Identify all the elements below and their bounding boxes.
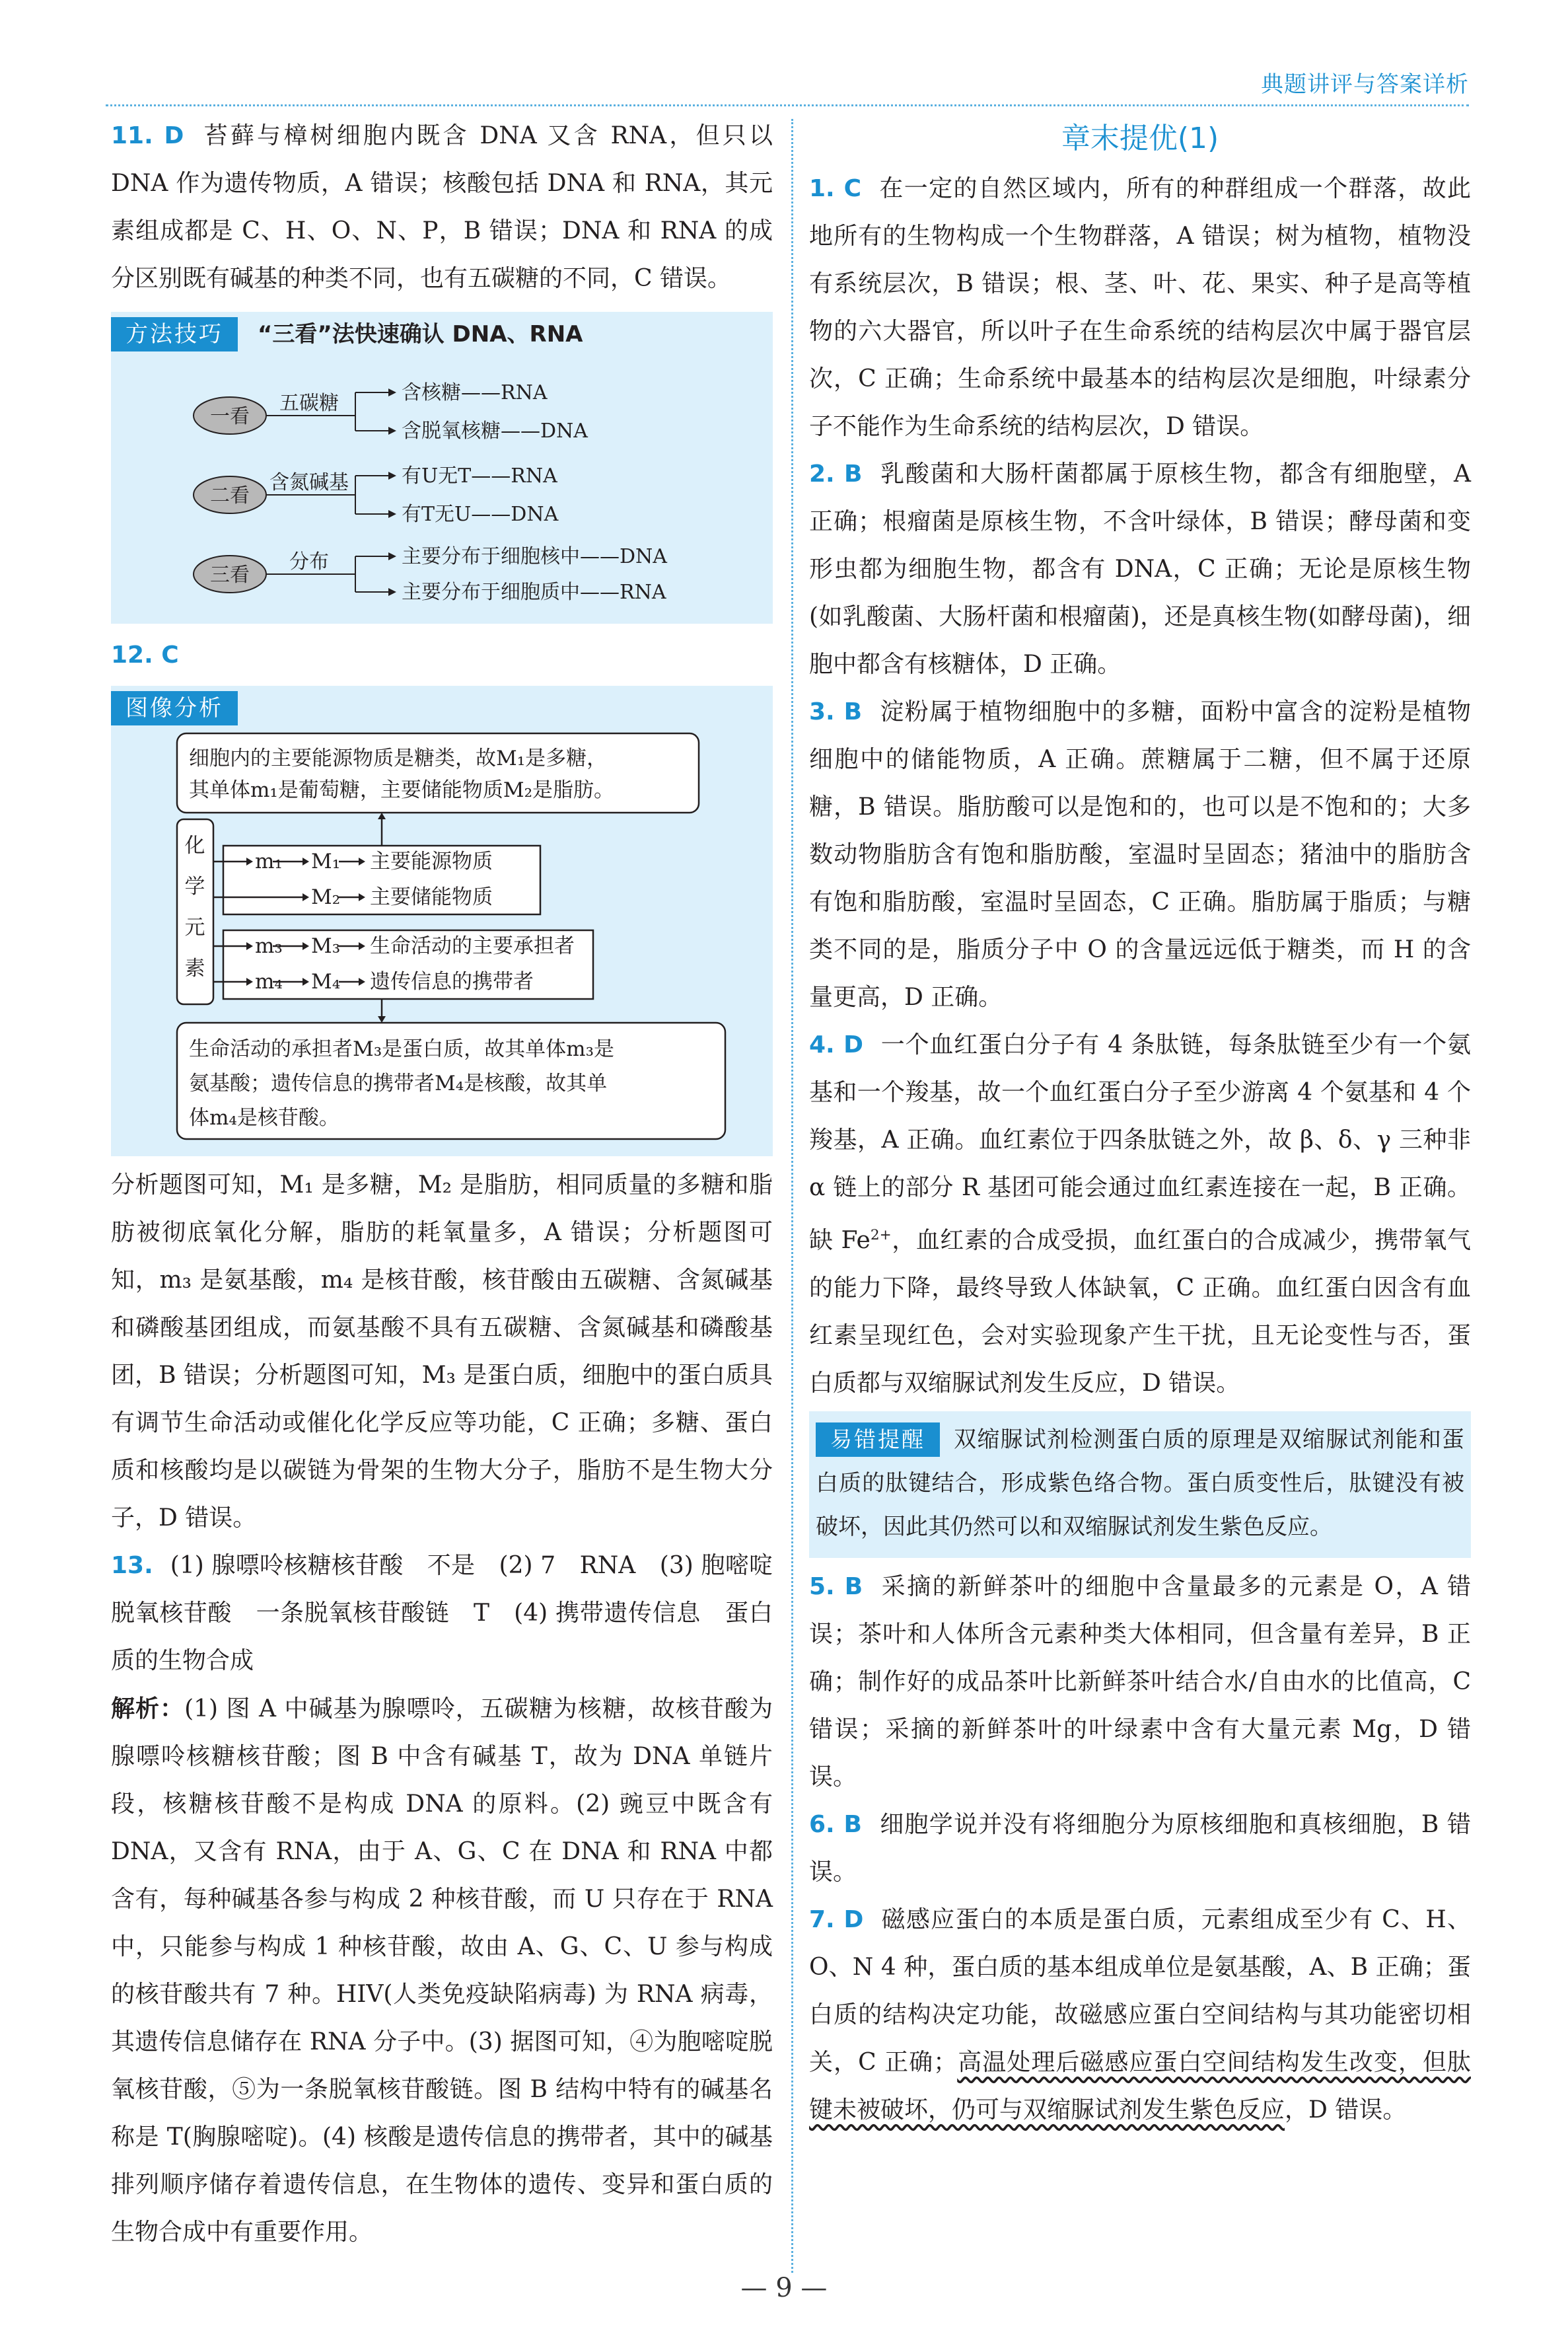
question-4 [809,1021,1471,1407]
question-5 [809,1563,1471,1801]
question-text: 在一定的自然区域内，所有的种群组成一个群落，故此地所有的生物构成一个生物群落，A 错误；树为植物，植物没有系统层次，B 错误；根、茎、叶、花、果实、种子是高等植物的六大器官，所以叶子在生命系统的结构层次中属于器官层次，C 正确；生命系统中最基本的结构层次是细胞，叶绿素分子不能作为生命系统的结构层次，D 错误。 [809,175,1471,440]
wavy-underlined-text: 高温处理后磁感应蛋白空间结构发生改变，但肽键未被破坏，仍可与双缩脲试剂发生紫色反应 [809,2049,1471,2123]
look-2-a: 有U无T——RNA [402,464,557,488]
hint-tag: 易错提醒 [816,1422,940,1457]
question-number: 1. C [809,175,862,202]
header-divider [106,104,1469,106]
look-3-a: 主要分布于细胞核中——DNA [402,545,667,568]
m4-label: m₄ [255,970,283,994]
analysis-text: (1) 图 A 中碱基为腺嘌呤，五碳糖为核糖，故核苷酸为腺嘌呤核糖核苷酸；图 B 中含有碱基 T，故为 DNA 单链片段，核糖核苷酸不是构成 DNA 的原料。(2) 豌豆中既含有 DNA，又含有 RNA，由于 A、G、C 在 DNA 和 RNA 中都含有，每种碱基各参与构成 2 种核苷酸，而 U 只存在于 RNA 中，只能参与构成 1 种核苷酸，故由 A、G、C、U 参与构成的核苷酸共有 7 种。HIV(人类免疫缺陷病毒) 为 RNA 病毒，其遗传信息储存在 RNA 分子中。(3) 据图可知，④为胞嘧啶脱氧核苷酸，⑤为一条脱氧核苷酸链。图 B 结构中特有的碱基名称是 T(胸腺嘧啶)。(4) 核酸是遗传信息的携带者，其中的碱基排列顺序储存着遗传信息，在生物体的遗传、变异和蛋白质的生物合成中有重要作用。 [111,1695,773,2246]
header-title: 典题讲评与答案详析 [1261,71,1469,98]
question-text: 一个血红蛋白分子有 4 条肽链，每条肽链至少有一个氨基和一个羧基，故一个血红蛋白分子至少游离 4 个氨基和 4 个羧基，A 正确。血红素位于四条肽链之外，故 β、δ、γ 三种非 α 链上的部分 R 基团可能会通过血红素连接在一起，B 正确。缺 Fe [809,1031,1471,1254]
M1-description: 主要能源物质 [370,850,493,873]
bottom-box-line-3: 体m₄是核苷酸。 [189,1106,339,1130]
bottom-box-line-2: 氨基酸；遗传信息的携带者M₄是核酸，故其单 [189,1072,608,1095]
question-number: 13. [111,1552,153,1579]
question-6 [809,1801,1471,1896]
M4-label: M₄ [311,970,341,994]
M2-description: 主要储能物质 [370,885,493,909]
question-number: 12. C [111,642,179,669]
look-1-b: 含脱氧核糖——DNA [402,420,588,443]
page-number: — 9 — [740,2273,828,2303]
look-3-label: 分布 [289,550,329,573]
look-1: 一看 [210,405,250,428]
question-13 [111,1542,773,1685]
superscript: 2+ [870,1227,892,1243]
hint-text: 双缩脲试剂检测蛋白质的原理是双缩脲试剂能和蛋白质的肽键结合，形成紫色络合物。蛋白质变性后，肽键没有被破坏，因此其仍然可以和双缩脲试剂发生紫色反应。 [816,1426,1464,1540]
element-char: 素 [184,957,205,980]
question-text: ，血红素的合成受损，血红蛋白的合成减少，携带氧气的能力下降，最终导致人体缺氧，C 正确。血红蛋白因含有血红素呈现红色，会对实验现象产生干扰，且无论变性与否，蛋白质都与双缩脲试剂发生反应，D 错误。 [809,1227,1471,1397]
M3-label: M₃ [311,934,341,958]
top-box-line-1: 细胞内的主要能源物质是糖类，故M₁是多糖， [189,747,608,770]
question-13-analysis [111,1685,773,2256]
look-2-b: 有T无U——DNA [402,503,559,526]
question-text: 乳酸菌和大肠杆菌都属于原核生物，都含有细胞壁，A 正确；根瘤菌是原核生物，不含叶绿体，B 错误；酵母菌和变形虫都为细胞生物，都含有 DNA，C 正确；无论是原核生物(如乳酸菌、大肠杆菌和根瘤菌)，还是真核生物(如酵母菌)，细胞中都含有核糖体，D 正确。 [809,461,1472,678]
look-1-label: 五碳糖 [279,392,339,415]
section-title: 章末提优(1) [1061,122,1219,155]
question-text: 苔藓与樟树细胞内既含 DNA 又含 RNA，但只以 DNA 作为遗传物质，A 错误；核酸包括 DNA 和 RNA，其元素组成都是 C、H、O、N、P，B 错误；DNA 和 RNA 的成分区别既有碱基的种类不同，也有五碳糖的不同，C 错误。 [111,122,773,292]
figure-analysis-box [111,686,773,1156]
question-3 [809,688,1471,1021]
question-number: 6. B [809,1811,862,1838]
element-char: 元 [184,916,205,940]
question-number: 2. B [809,461,863,488]
method-tag: 方法技巧 [111,317,238,351]
element-char: 学 [184,875,205,899]
error-hint-box [809,1411,1471,1558]
method-title: “三看”法快速确认 DNA、RNA [258,321,583,348]
method-tip-box [111,312,773,624]
question-text: 采摘的新鲜茶叶的细胞中含量最多的元素是 O，A 错误；茶叶和人体所含元素种类大体相同，但含量有差异，B 正确；制作好的成品茶叶比新鲜茶叶结合水/自由水的比值高，C 错误；采摘的新鲜茶叶的叶绿素中含有大量元素 Mg，D 错误。 [809,1573,1471,1790]
three-look-diagram [111,353,773,617]
element-char: 化 [184,834,205,858]
analysis-label: 解析： [111,1695,185,1722]
look-2: 二看 [210,484,250,507]
M2-label: M₂ [311,885,341,909]
figure-tag: 图像分析 [111,691,238,725]
M1-label: M₁ [311,850,341,873]
left-column [111,112,773,2256]
question-number: 5. B [809,1573,863,1600]
m1-label: m₁ [255,850,283,873]
question-text: 淀粉属于植物细胞中的多糖，面粉中富含的淀粉是植物细胞中的储能物质，A 正确。蔗糖属于二糖，但不属于还原糖，B 错误。脂肪酸可以是饱和的，也可以是不饱和的；大多数动物脂肪含有饱和脂肪酸，室温时呈固态；猪油中的脂肪含有饱和脂肪酸，室温时呈固态，C 正确。脂肪属于脂质；与糖类不同的是，脂质分子中 O 的含量远远低于糖类，而 H 的含量更高，D 正确。 [809,698,1471,1011]
right-column [809,112,1471,2134]
bottom-box-line-1: 生命活动的承担者M₃是蛋白质，故其单体m₃是 [189,1037,614,1061]
question-number: 3. B [809,698,863,725]
question-number: 4. D [809,1031,863,1058]
question-text: 细胞学说并没有将细胞分为原核细胞和真核细胞，B 错误。 [809,1811,1471,1886]
question-text: 磁感应蛋白的本质是蛋白质，元素组成至少有 C、H、O、N 4 种，蛋白质的基本组成单位是氨基酸，A、B 正确；蛋白质的结构决定功能，故磁感应蛋白空间结构与其功能密切相关，C 正确； [809,1906,1471,2076]
column-divider [791,119,793,2273]
M3-description: 生命活动的主要承担者 [370,934,575,958]
look-3-b: 主要分布于细胞质中——RNA [402,581,666,604]
question-11 [111,112,773,303]
question-1 [809,165,1471,451]
question-12 [111,632,773,679]
look-1-a: 含核糖——RNA [402,381,548,404]
question-7 [809,1896,1471,2134]
question-number: 11. D [111,122,184,149]
question-13-answer: (1) 腺嘌呤核糖核苷酸 不是 (2) 7 RNA (3) 胞嘧啶脱氧核苷酸 一条脱氧核苷酸链 T (4) 携带遗传信息 蛋白质的生物合成 [111,1552,773,1674]
question-text: ，D 错误。 [1285,2096,1407,2123]
question-12-analysis: 分析题图可知，M₁ 是多糖，M₂ 是脂肪，相同质量的多糖和脂肪被彻底氧化分解，脂肪的耗氧量多，A 错误；分析题图可知，m₃ 是氨基酸，m₄ 是核苷酸，核苷酸由五碳糖、含氮碱基和磷酸基团组成，而氨基酸不具有五碳糖、含氮碱基和磷酸基团，B 错误；分析题图可知，M₃ 是蛋白质，细胞中的蛋白质具有调节生命活动或催化化学反应等功能，C 正确；多糖、蛋白质和核酸均是以碳链为骨架的生物大分子，脂肪不是生物大分子，D 错误。 [111,1171,773,1532]
macromolecule-diagram [111,727,773,1150]
M4-description: 遗传信息的携带者 [370,970,534,994]
m3-label: m₃ [255,934,283,958]
question-number: 7. D [809,1906,864,1933]
question-2 [809,451,1471,688]
top-box-line-2: 其单体m₁是葡萄糖，主要储能物质M₂是脂肪。 [189,778,614,802]
look-3: 三看 [210,564,250,587]
look-2-label: 含氮碱基 [269,471,349,494]
